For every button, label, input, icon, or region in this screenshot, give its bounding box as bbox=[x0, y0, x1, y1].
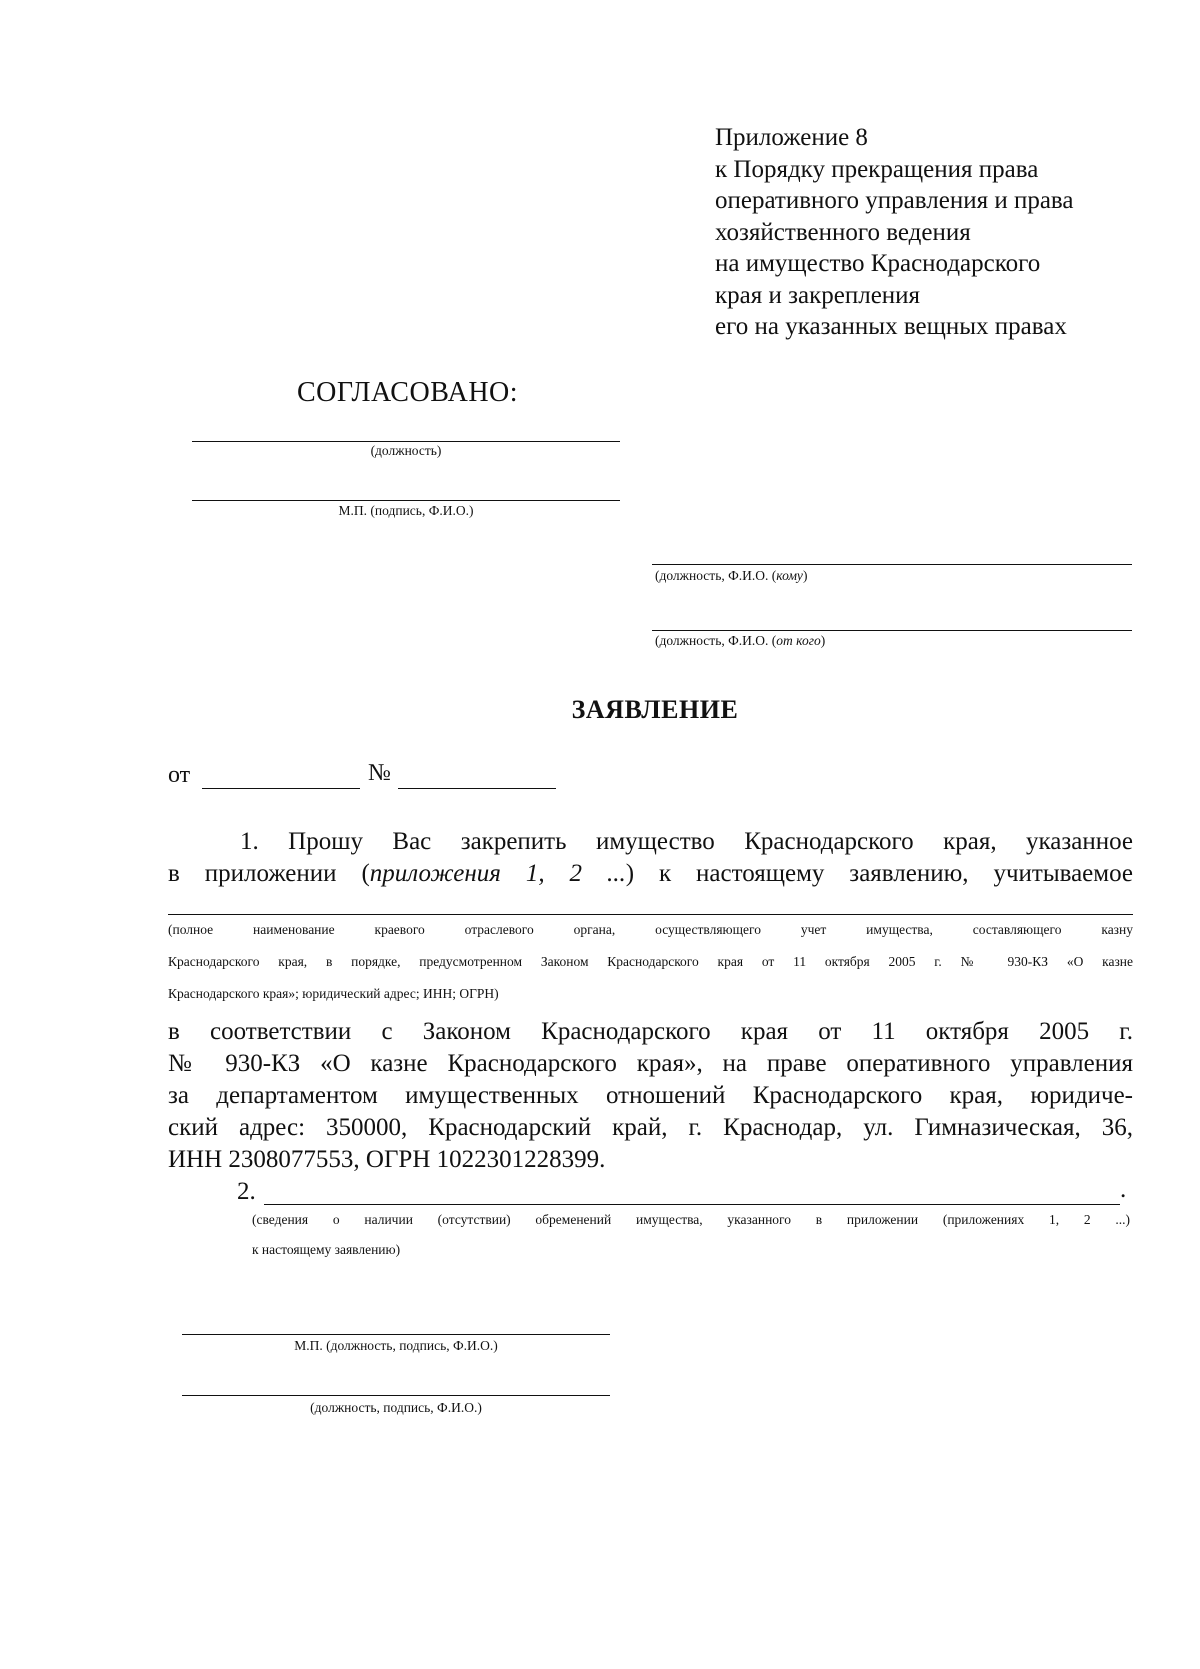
body-italic-text: приложения 1, 2 ... bbox=[369, 860, 626, 887]
paragraph-1-line-2 bbox=[168, 858, 1133, 890]
caption-italic-text: от кого bbox=[776, 633, 821, 648]
addressee-to-line bbox=[652, 564, 1132, 565]
caption-text: (должность, Ф.И.О. ( bbox=[655, 568, 777, 583]
document-title: ЗАЯВЛЕНИЕ bbox=[571, 695, 739, 724]
paragraph-2-number: 2. bbox=[237, 1178, 256, 1205]
paragraph-2-end-mark: . bbox=[1120, 1176, 1127, 1203]
caption-text: ) bbox=[802, 568, 808, 583]
appendix-line: края и закрепления bbox=[715, 281, 921, 309]
position-caption: (должность) bbox=[370, 443, 442, 458]
addressee-from-line bbox=[652, 630, 1132, 631]
paragraph-1-cont-line-3: за департаментом имущественных отношений Краснодарского края, юридиче- bbox=[168, 1082, 1133, 1109]
addressee-from-caption bbox=[655, 633, 825, 649]
paragraph-1-cont-line-5: ИНН 2308077553, ОГРН 1022301228399. bbox=[168, 1146, 606, 1173]
agreed-heading: СОГЛАСОВАНО: bbox=[297, 377, 519, 408]
appendix-line: Приложение 8 bbox=[715, 124, 868, 151]
paragraph-1-line-1: 1. Прошу Вас закрепить имущество Краснодарского края, указанное bbox=[240, 828, 1133, 855]
encumbrance-note bbox=[252, 1205, 1130, 1265]
date-blank-line bbox=[202, 788, 360, 789]
caption-text: (должность, Ф.И.О. ( bbox=[655, 633, 777, 648]
second-signature-line bbox=[182, 1395, 610, 1396]
appendix-line: его на указанных вещных правах bbox=[715, 313, 1067, 340]
appendix-line: на имущество Краснодарского bbox=[715, 250, 1041, 277]
body-text: ) к настоящему заявлению, учитываемое bbox=[625, 860, 1134, 887]
appendix-line: к Порядку прекращения права bbox=[715, 155, 1039, 183]
addressee-to-caption bbox=[655, 568, 807, 584]
paragraph-1-cont-line-1: в соответствии с Законом Краснодарского края от 11 октября 2005 г. bbox=[168, 1018, 1133, 1045]
appendix-line: оперативного управления и права bbox=[715, 187, 1074, 214]
signature-line bbox=[192, 500, 620, 501]
appendix-block bbox=[715, 122, 1074, 343]
signature-caption: М.П. (подпись, Ф.И.О.) bbox=[338, 503, 474, 518]
first-signature-caption: М.П. (должность, подпись, Ф.И.О.) bbox=[294, 1338, 498, 1353]
caption-italic-text: кому bbox=[776, 568, 803, 583]
first-signature-line bbox=[182, 1334, 610, 1335]
note-line: Краснодарского края, в порядке, предусмотренном Законом Краснодарского края от 11 октября 2005 г. № 930-КЗ «О казне bbox=[168, 954, 1133, 969]
second-signature-caption: (должность, подпись, Ф.И.О.) bbox=[310, 1400, 482, 1415]
paragraph-1-cont-line-4: ский адрес: 350000, Краснодарский край, г. Краснодар, ул. Гимназическая, 36, bbox=[168, 1114, 1133, 1141]
position-line bbox=[192, 441, 620, 442]
note-line: к настоящему заявлению) bbox=[252, 1242, 401, 1257]
organ-name-note bbox=[168, 914, 1133, 1010]
paragraph-1-cont-line-2: № 930-КЗ «О казне Краснодарского края», на праве оперативного управления bbox=[168, 1050, 1133, 1077]
date-label: от bbox=[168, 762, 191, 788]
appendix-line: хозяйственного ведения bbox=[715, 218, 971, 246]
note-line: (полное наименование краевого отраслевого органа, осуществляющего учет имущества, составляющего казну bbox=[168, 922, 1133, 937]
note-line: Краснодарского края»; юридический адрес; ИНН; ОГРН) bbox=[168, 986, 499, 1001]
caption-text: ) bbox=[820, 633, 826, 648]
number-label: № bbox=[368, 760, 391, 786]
number-blank-line bbox=[398, 788, 556, 789]
note-line: (сведения о наличии (отсутствии) обременений имущества, указанного в приложении (приложениях 1, 2 ...) bbox=[252, 1212, 1130, 1227]
body-text: в приложении ( bbox=[168, 860, 370, 887]
